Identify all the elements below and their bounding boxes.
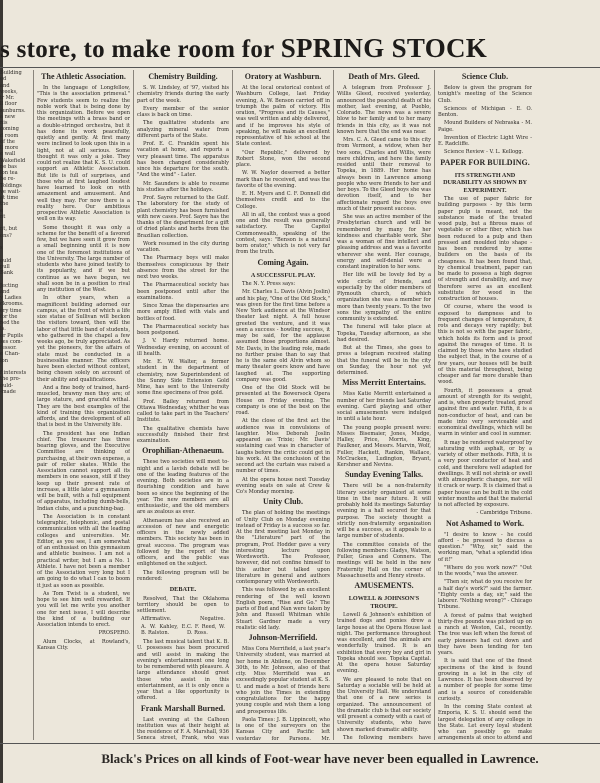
cutoff-text-line: of the — [0, 138, 15, 145]
paragraph: All in all, the contest was a good one and the result was generally satisfactory. The Capitol Commonwealth, speaking of the contest, says: "Benson is a natural born orator," which is not very far from the truth. — [236, 211, 330, 256]
paragraph: And a fine body of trained, hard-muscled, brawny men they are; of large stature, and graceful withal. They are the best examples of the kind of training this organization affords, and the development of all that is best in the University life. — [37, 384, 130, 429]
cutoff-text-line: and — [0, 82, 10, 89]
cutoff-text-line: coming — [0, 126, 19, 133]
paragraph: She was an active member of the Presbyterian church and will be remembered by many for her kindness and charitable work. She was a woman of fine intellect and pleasing address and was a favorite wherever she went. Her courage, energy and self-denial were a constant inspiration to her sons. — [337, 214, 431, 270]
cutoff-text-line: fessor. — [0, 345, 17, 351]
article-title: Miss Merritt Entertains. — [342, 378, 426, 388]
banner-prefix: s — [0, 36, 11, 63]
paragraph: Athenaeum has also received an accession of new and energetic officers in the newly added members. This society has been in great success. The program was followed by the report of the officers, and the public was enlightened on the subject. — [137, 517, 229, 568]
cutoff-text-line: nt, but — [0, 226, 18, 233]
cutoff-text-line: ery time — [0, 307, 22, 314]
paragraph: W. W. Naylor deserved a better mark than he received, and was the favorite of the evening. — [236, 170, 330, 189]
paragraph: Her life will be lovely fed by a wide circle of friends, and especially by the older members of Plymouth church, of which organization she was a member for more than twenty years. To the two sons the sympathy of the entire community is extended. — [337, 272, 431, 322]
paragraph: Since Xmas the dispensaries are more amply filled with vials and bottles of food. — [137, 303, 229, 322]
cutoff-text-line: Bank — [0, 270, 14, 276]
column-divider — [133, 70, 134, 740]
paragraph: In other years, when a magnificent building adorned our campus, at the front of which a life size statue of Sullivan will beckon the visitors toward, then will the labor of that little band of students, who gathered in the chapel a few weeks ago, be truly appreciated. As yet the pioneers, for the affairs of state must be conducted in a businesslike manner. The officers have been elected without contest, being chosen solely on account of their ability and qualifications. — [37, 295, 130, 383]
cutoff-text-line: he re- — [0, 176, 16, 183]
paragraph: Of course, where the wood is exposed to dampness and to frequent changes of temperature, it rots and decays very rapidly; but this is not so with the paper fabric, which holds its form and is proof against the ravages of time. It is claimed by those who have studied the subject that, in the course of a few years, our houses will be built of this material throughout, being cheaper and far more durable than wood. — [438, 304, 532, 386]
program-item: Sciences of Michigan - E. O. Benton. — [438, 105, 532, 118]
top-rule — [0, 67, 600, 68]
paragraph: Work resumed in the city during vacation. — [137, 240, 229, 253]
cutoff-text-line: weeks, — [0, 88, 18, 95]
article-title: Science Club. — [461, 72, 509, 81]
cutoff-text-line: ne bas — [0, 163, 17, 170]
cutoff-text-line: ir Mr. — [0, 95, 15, 101]
paragraph: The plan of holding the meetings of Unity Club on Monday evening instead of Friday is a success so far. At the first meeting last Monday in the "Literature" part of the program, Prof. Hodder gave a very interesting lecture upon Wordsworth. The Professor, however, did not confine himself to this author but talked upon literature in general and authors contemporary with Wordsworth. — [236, 510, 330, 585]
paragraph: The qualitative students are analyzing mineral water from different parts of the State. — [137, 120, 229, 139]
subheading: ITS STRENGTH AND DURABILITY AS SHOWN BY EXPERIMENT. — [443, 171, 527, 194]
paragraph: Prof. Sayre returned to the Gulf. The laboratory for the study of plant chemistry has been furnished with new cases. Prof. Sayre has the thanks of the department for a gift of dried plants and herbs from the Brazilian collection. — [137, 195, 229, 239]
footer-advertisement: Black's Prices on all kinds of Foot-wear have never been equalled in Lawrence. — [101, 751, 539, 766]
column-divider — [33, 70, 34, 740]
paragraph: Paola Times: J. B. Lippincott, who is one of the surveyors on the Kansas City and Pacific left yesterday for Parsons. Mr. — [236, 716, 330, 740]
column-divider — [434, 70, 435, 740]
paragraph: Some thought it was only a scheme for the benefit of a favored few, but we have seen it grow from a small beginning until it is now one of the foremost institutions of the University. The large number of students who have joined testify to its popularity, and if we but continue as we have begun, we shall soon be in a position to rival any institution of the West. — [37, 224, 130, 293]
paragraph: The Association is in constant telegraphic, telephonic, and postal communication with all the leading colleges and universities. Mr. Editor, as you see, I am somewhat of an enthusiast on this gymnasium and athletic business. I am not a practical writer, but I am a No. 1 Athlete. I have not been a member of the Association very long but I am going to do what I can to boom it just as soon as possible. — [37, 513, 130, 589]
paragraph: Prof. E. C. Franklin spent his vacation at home, and reports a very pleasant time. The apparatus has been changed considerably since his departure for the south. "And the wind" - Later. — [137, 141, 229, 179]
paragraph: J. V. Hardy returned home. Wednesday evening, on account of ill health. — [137, 338, 229, 357]
cutoff-text-line: ls. — [0, 326, 6, 333]
article-title: Orophilian-Athenaeum. — [142, 446, 224, 456]
cutoff-text-line: ed — [0, 76, 7, 83]
cutoff-text-line: e Chan- — [0, 351, 20, 358]
cutoff-text-line: e wall — [0, 151, 16, 158]
cutoff-text-line: ould- — [0, 382, 13, 389]
paragraph: The last musical talent that K. B. U. possesses has been procured and will assist in making the evening's entertainment one long to be remembered with pleasure. A large attendance should greet those who assist in this entertainment, as it is only once a year that a like opportunity is offered. — [137, 639, 229, 702]
cutoff-text-line: ons? — [0, 232, 12, 239]
cutoff-text-line: lon tea — [0, 170, 18, 176]
affirmative-names: A. W. Kahley, E. B. Ralston. — [141, 623, 187, 636]
cutoff-left-column — [0, 70, 30, 740]
paragraph: One of the Old Stock will be presented at the Bowersock Opera House on Friday evening. The company is one of the best on the road. — [236, 385, 330, 416]
cutoff-text-line: sunburns. — [0, 107, 26, 114]
cutoff-text-line: ses com- — [0, 338, 23, 345]
cutoff-text-line: ned the — [0, 320, 20, 326]
column-science-club — [438, 70, 532, 740]
signature: PROSPERO. — [98, 630, 130, 637]
article-title: AMUSEMENTS. — [354, 581, 414, 590]
banner-emph: SPRING STOCK — [280, 33, 488, 63]
paragraph: The committee consists of the following members: Gladys, Watson, Fuller, Grass and Conners. The meetings will be held in the new Fraternity Hall on the corner of Massachusetts and Henry streets. — [337, 541, 431, 579]
paragraph: At the local oratorical contest of Washburn College, last Friday evening, A. W. Benson carried off in triumph the palm of victory. His oration, "Progress and its Causes," was well written and ably delivered, and if he improves his style of speaking, he will make an excellent representative of his school at the State contest. — [236, 85, 330, 148]
debate-sides — [141, 616, 225, 622]
paragraph: At the close of the first act the audience was in convulsions of laughter. Miss Deborah Joslin appeared as Trixie; Mr. Davis' sustaining cast was in character of laughs before the critic could get in his work. At the conclusion of the second act the curtain was raised a number of times. — [236, 418, 330, 475]
paragraph: The Pharmaceutical society has been postponed until after the examinations. — [137, 282, 229, 301]
paragraph: Below is given the program for tonight's meeting of the Science Club. — [438, 85, 532, 104]
paragraph: There will be a non-fraternity literary society organized at some time in the near future. It will probably hold its meetings Saturday evening in a hall secured for that purpose. The society thought a strictly non-fraternity organization will be a success, as it appeals to a large number of students. — [337, 483, 431, 540]
cutoff-text-line: Toldings — [0, 182, 22, 189]
cutoff-text-line: ckrooms. — [0, 301, 24, 308]
cutoff-text-line: ll more — [0, 145, 19, 151]
cutoff-text-line: ll floor — [0, 101, 17, 108]
column-chemistry-building — [137, 70, 229, 740]
paragraph: At the opera house next Tuesday evening seats on sale at Crew & Co's Monday morning. — [236, 476, 330, 495]
article-title: Sunday Evening Talks. — [344, 470, 424, 480]
program-item: Mound Builders of Nebraska - M. Paige. — [438, 120, 532, 133]
banner-main: store, to make room for — [16, 36, 275, 63]
paragraph: The president has one Indian chief. The treasurer has three bearing gloves, and the Executive Committee are thinking of purchasing, at their own expense, a pair of roller skates. While the Association cannot support all its members in one season, still if they keep up their present rate of increase, a little later a gymnasium will be built, with a full equipment of apparatus, including dumb-bells, Indian clubs, and a punching-bag. — [37, 430, 130, 512]
paragraph: Lowell & Johnson's exhibition of trained dogs and ponies drew a large house at the Opera House last night. The performance throughout was excellent, and the animals are wonderfully trained. It is an exhibition that every boy and girl in Topeka should see. Topeka Capital. At the opera house Saturday evening. — [337, 612, 431, 675]
negative-label: Negative. — [200, 616, 225, 623]
cutoff-text-line: y Ladies — [0, 295, 22, 301]
subheading: LOWELL & JOHNSON'S TROUPE. — [348, 595, 420, 610]
cutoff-text-line: Wakefield — [0, 157, 26, 164]
cutoff-text-line: the — [0, 201, 9, 208]
cutoff-text-line: nt — [0, 213, 6, 220]
paragraph: Last evening at the Calhoun institution was at their height at the residence of F. A. Marshall, 936 Seneca street, Frank, who was — [137, 716, 229, 740]
paragraph: We are pleased to note that on Saturday a sociable will be held at the University Hall. We understand that one of a new series is organized. The announcement of the dramatic club is that our society will present a comedy with a cast of University students, who have shown marked dramatic ability. — [337, 676, 431, 733]
paragraph: As Tom Twist is a student, we hope to see him well rewarded. If you will let me write you another one for next issue, I will describe the kind of a building our Association intends to erect. — [37, 590, 130, 628]
paragraph: "I desire to know - he could afford - be pressed to discuss a question." "Why, sir," said the working man, "what a splendid idea of it!" — [438, 531, 532, 563]
paragraph: "Where do you work now?" "Out in the woods," was the answer. — [438, 564, 532, 577]
column-divider — [232, 70, 233, 740]
cutoff-text-line: nis — [0, 120, 8, 126]
paragraph: Resolved, That the Oklahoma territory should be open to settlement. — [137, 595, 229, 614]
program-item: Invention of Electric Light Wire - E. Radcliffe. — [438, 134, 532, 147]
paragraph: A telegram from Professor J. Willis Gleed, received yesterday, announced the peaceful death of his mother, last evening, at Pueblo, Colorado. The news was a severe blow to her family and to her many friends in this city, as it was not known here that the end was near. — [337, 85, 431, 135]
cutoff-text-line: ould — [0, 257, 12, 264]
paragraph: Mrs. C. A. Gleed came to this city from Vermont, a widow, when her two sons, Charles and Willis, were mere children, and here the family resided until their removal to Topeka, in 1889. Her home has always been in Lawrence among people who were friends to her and her boys. To the Gleed boys she was devotion itself, and to her affectionate regard the boys owe much of their present success. — [337, 137, 431, 212]
cutoff-text-line: Jecting — [0, 282, 19, 289]
cutoff-text-line: ion — [0, 357, 8, 364]
column-athletic-association — [37, 70, 130, 740]
cutoff-text-line: pull — [0, 263, 10, 270]
debate-names — [141, 624, 225, 637]
paragraph: Every member of the senior class is back on time. — [137, 105, 229, 118]
paragraph: The qualitative chemists have successfully finished their first examination. — [137, 425, 229, 444]
cutoff-text-line: at time — [0, 195, 19, 201]
paragraph: It is said that one of the finest specimens of the kind is found growing in a lot in the city of Lawrence. It has been observed by a number of people for some time and is a source of considerable curiosity. — [438, 658, 532, 702]
paragraph: The following program will be rendered: — [137, 569, 229, 582]
article-title: Oratory at Washburn. — [244, 72, 322, 81]
column-divider — [333, 70, 334, 740]
paragraph: Miss Katie Merritt entertained a number of her friends last Saturday evening. Card playing and other social amusements were indulged in until a late hour. — [337, 391, 431, 423]
negative-names: C. F. Reed, W. D. Ross. — [186, 623, 225, 636]
bottom-rule — [0, 743, 600, 744]
paragraph: It may be rendered waterproof by saturating with asphalt, or by a variety of other methods. Fifth, it is a very poor conductor of heat and cold, and therefore well adapted for dwellings. It will not shrink or swell with atmospheric changes, nor will it crack or warp. It is claimed that a paper house can be built in the cold winter months and that the material is not affected by exposure. — [438, 439, 532, 508]
paragraph: The N. Y. Press says: — [242, 281, 296, 287]
article-title: The Athletic Association. — [41, 72, 126, 81]
paragraph: Mr. Charles L. Davis (Alvin Joslin) and his play, "One of the Old Stock," was given for the first time before a New York audience at the Windsor theater last night. A full house greeted the venture, and it was seen a success - howling success, it may be said, for the applause assumed those proportions almost. Mr. Davis, in the leading role, made no further praise than to say that he is the same old Alvin whom so many theater goers know and have laughed at. The supporting company was good. — [236, 289, 330, 383]
paragraph: Mr. E. W. Walter, a former student in the department of chemistry, now Superintendent of the Sunny Side Extension Gold Mine, has sent to the University some fine specimens of free gold. — [137, 359, 229, 397]
article-title: PAPER FOR BUILDING. — [440, 157, 530, 167]
cutoff-text-line: the pro- — [0, 376, 21, 383]
article-title: Johnson-Merrifield. — [248, 633, 318, 642]
affirmative-label: Affirmative. — [141, 616, 172, 623]
program-item: Science Review - V. L. Kellogg. — [444, 149, 524, 156]
article-title: Death of Mrs. Gleed. — [348, 72, 420, 81]
cutoff-text-line: and — [0, 288, 10, 295]
paragraph: But at the Times, she goes to press a telegram received stating that the funeral will be in the city on Sunday, the hour not yet determined. — [337, 345, 431, 376]
paragraph: The young people present were: Misses Bisemaier, Jones, Mudge, Halley, Price, Morris, King, Faulkner, and Messrs. Marvin, Wolf, Fuller, Hackett, Rankin, Wallace, McCracken, Ludington, Bryant, Kershner and Nevins. — [337, 424, 431, 468]
cutoff-text-line: a new — [0, 113, 16, 120]
article-title: Coming Again. — [257, 257, 309, 267]
paragraph: The funeral will take place at Topeka, Tuesday afternoon, as she had desired. — [337, 324, 431, 343]
paragraph: Alum Clocks, at Rowland's, Kansas City. — [37, 638, 130, 651]
cutoff-text-line: ve wait- — [0, 188, 21, 195]
paragraph: A forest of palms that weighed thirty-five pounds was picked up on a ranch at Weston, Cal., recently. The tree was left when the forest of early pioneers had cut down and they have been tending for ten years. — [438, 612, 532, 656]
paragraph: E. H. Myers and C. F. Donnell did themselves credit and to the College. — [236, 191, 330, 210]
cutoff-text-line: or Pupils — [0, 332, 23, 339]
paragraph: "Our Republic," delivered by Robert Stone, won the second place. — [236, 149, 330, 168]
cutoff-text-line: Building — [0, 70, 22, 76]
paragraph: Fourth, it possesses a great amount of strength for its weight, and is, when properly treated, proof against fire and water. Fifth, it is a non-conductor of heat, and can be made into very serviceable and economical dwellings, which will be warm in winter and cool in summer. — [438, 387, 532, 438]
cutoff-text-line: d room — [0, 132, 19, 139]
article-title: Frank Marshall Burned. — [140, 703, 226, 713]
cutoff-text-line: for the — [0, 313, 18, 320]
cutoff-text-line: f interests — [0, 370, 27, 376]
paragraph: "Then sir, what do you receive for a half day's work?" said the farmer. "Eighty cents a day, sir," said the laborer. "Nothing wrong?" - Chicago Tribune. — [438, 579, 532, 611]
credit: - Cambridge Tribune. — [476, 510, 532, 517]
cutoff-text-line: -made — [0, 388, 16, 395]
banner-headline — [0, 33, 600, 65]
paragraph: The use of paper fabric for building purposes - by this term paper pulp is meant, not the substance made of the treated wood pulp, but a fibrous mass of vegetable or other fiber, which has been reduced to a pulp and then pressed and moulded into shape - has been rendered by some builders on the basis of its cheapness. It has been found that, by chemical treatment, paper can be made to possess a high degree of strength and durability, and may therefore serve as an excellent substitute for wood in the construction of houses. — [438, 196, 532, 302]
paragraph: In the language of Longfellow, "This is the association primeval." Few students seem to realize the noble work that is being done by this organization. Before we open the meetings with a brass band or a double-stringed orchestra, but it has done its work peacefully, quietly and gently. At first many were inclined to look upon this in a light, not at all serious. Some thought it was only a joke. They could not realize that K. S. U. could support an Athletic Association. But life is full of surprises, and those who at first laughed loudest have learned to look on with amazement and amusement. And well they may. For now there is a reality here. Our ambitious prospective Athletic Association is well on its way. — [37, 85, 130, 223]
paragraph: The following members have — [343, 734, 431, 740]
article-title: Unity Club. — [262, 497, 303, 507]
paragraph: The Pharmaceutical society has been postponed. — [137, 323, 229, 336]
cutoff-text-line: s — [0, 245, 3, 251]
paragraph: The Pharmacy boys will make themselves conspicuous by their absence from the street for the next two weeks. — [137, 255, 229, 280]
paragraph: Mr. Saunders is able to resume his studies after the holidays. — [137, 180, 229, 193]
column-death-mrs-gleed — [337, 70, 431, 740]
paragraph: This was followed by an excellent rendering of the well known English poem, "Rise and Go." The parts of Bud and Nan were taken by John and Russell Whitman while Stuart Gardner made a very realistic old lady. — [236, 587, 330, 631]
subheading: A SUCCESSFUL PLAY. — [250, 271, 316, 279]
paragraph: These two societies will meet to-night and a lavish debate will be one of the leading features of the evening. Both societies are in a flourishing condition and have been so since the beginning of the year. The new members are all enthusiastic, and the old members are as zealous as ever. — [137, 459, 229, 516]
cutoff-text-line: e — [0, 207, 4, 214]
paragraph: Miss Cora Merrifield, a last year's University student, was married at her home in Abilene, on December 30th, to Mr. Johnson, also of that city. Miss Merrifield was an exceedingly popular student at K. S. U. and made a host of friends here who join the Times in extending congratulations for the happy young couple and wish them a long and prosperous life. — [236, 646, 330, 715]
subheading: DEBATE. — [169, 586, 197, 593]
article-title: Not Ashamed to Work. — [445, 518, 525, 528]
column-oratory-washburn — [236, 70, 330, 740]
paragraph: In the coming State contest at Emporia, K. S. U. should send the largest delegation of any college in the State. Let every loyal student who can possibly go make arrangements at once to attend and — [438, 704, 532, 740]
paragraph: S. W. Lindsley, of '97, visited his chemistry friends during the early part of the week. — [137, 85, 229, 104]
paragraph: Prof. Bailey returned from Ottawa Wednesday, whither he was called to take part in the Teachers' Institute. — [137, 398, 229, 424]
article-title: Chemistry Building. — [148, 72, 218, 81]
